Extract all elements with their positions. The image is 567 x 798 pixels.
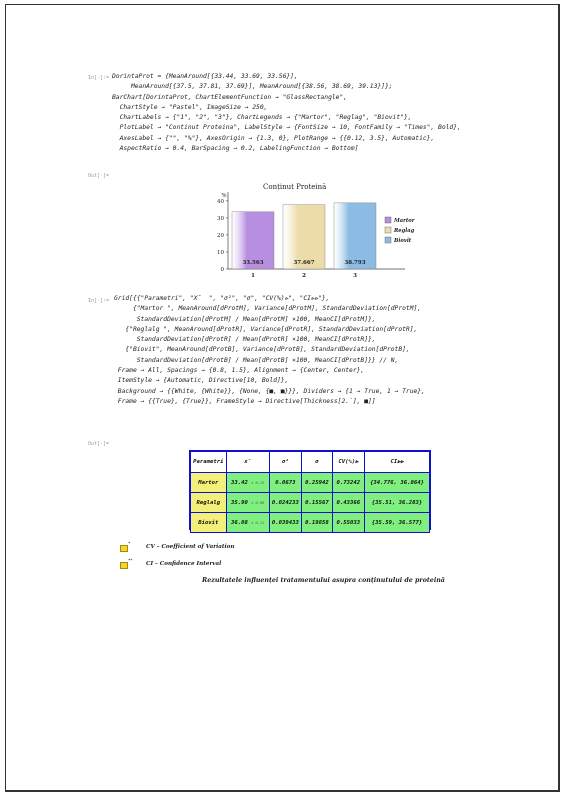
code-line: BarChart[DorintaProt, ChartElementFunction → "GlassRectangle",	[112, 93, 348, 101]
legend-item-reglag: Reglag	[394, 228, 415, 234]
code-line: {"Biovit", MeanAround[dProtB], Variance[dProtB], StandardDeviation[dProtB],	[114, 346, 410, 354]
ci-mark: **	[128, 559, 133, 564]
code-line: ChartLabels → {"1", "2", "3"}, ChartLegends → {"Martor", "Reglag", "Biovit"},	[112, 114, 412, 122]
cell-ci: {35.51, 36.283}	[365, 493, 430, 513]
code-line: StandardDeviation[dProtB] / Mean[dProtB] ×100, MeanCI[dProtB]}} // N,	[114, 356, 399, 364]
legend-item-martor: Martor	[394, 218, 415, 224]
code-line: StandardDeviation[dProtR] / Mean[dProtR] ×100, MeanCI[dProtR]},	[114, 336, 376, 344]
ci-note: CI – Confidence Interval	[146, 561, 222, 567]
mean-error: ± 0.09	[251, 500, 265, 505]
header-sd: σ	[302, 452, 333, 473]
mean-error: ± 0.11	[251, 520, 265, 525]
row-label: Biovit	[191, 513, 227, 533]
mean-value: 35.90	[231, 499, 248, 506]
code-line: ItemStyle → {Automatic, Directive[10, Bold]},	[114, 377, 289, 385]
bar-value-label: 38.793	[344, 260, 366, 266]
legend-swatch	[385, 217, 391, 223]
header-parametri: Parametri	[191, 452, 227, 473]
yellow-swatch-icon	[120, 545, 128, 552]
header-cv: CV(%)⩺	[332, 452, 364, 473]
cell-mean	[226, 513, 269, 533]
y-tick-label: 20	[217, 232, 224, 239]
y-tick-label: 40	[217, 198, 224, 205]
mean-error: ± 0.15	[251, 480, 265, 485]
mean-value: 36.08	[231, 519, 248, 526]
code-line: Frame → All, Spacings → {0.8, 1.5}, Alignment → {Center, Center},	[114, 367, 365, 375]
cell-mean	[226, 493, 269, 513]
cell-sd: 0.15567	[302, 493, 333, 513]
cell-variance: 0.039433	[269, 513, 302, 533]
header-mean: x̄	[226, 452, 269, 473]
y-tick-label: 30	[217, 215, 224, 222]
code-line: {"Martor ", MeanAround[dProtM], Variance[dProtM], StandardDeviation[dProtM],	[114, 305, 422, 313]
cell-mean	[226, 473, 269, 493]
figure-caption: Rezultatele influenței tratamentului asupra conținutului de proteină	[202, 577, 445, 584]
cell-variance: 0.0673	[269, 473, 302, 493]
table-row	[191, 513, 430, 533]
legend-swatch	[385, 227, 391, 233]
cell-ci: {34.776, 36.064}	[365, 473, 430, 493]
code-line: DorintaProt = {MeanAround[{33.44, 33.69, 33.56}],	[112, 73, 298, 80]
code-line: AspectRatio → 0.4, BarSpacing → 0.2, LabelingFunction → Bottom]	[112, 145, 359, 153]
bar-value-label: 37.667	[293, 260, 315, 266]
in-cell-tag: In[·]:=	[88, 75, 110, 81]
code-cell-grid[interactable]	[114, 294, 425, 407]
table-row	[191, 473, 430, 493]
out-cell-tag: Out[·]=	[88, 441, 110, 447]
code-line: Background → {{White, {White}}, {None, {■, ■}}}, Dividers → {1 → True, 1 → True},	[114, 387, 425, 395]
table-row	[191, 493, 430, 513]
cell-cv: 0.43366	[332, 493, 364, 513]
x-tick-label: 2	[302, 273, 306, 279]
header-ci: CI⩺⩺	[365, 452, 430, 473]
code-line: StandardDeviation[dProtM] / Mean[dProtM] ×100, MeanCI[dProtM]},	[114, 315, 376, 323]
cv-mark: *	[128, 542, 131, 547]
in-cell-tag: In[·]:=	[88, 298, 110, 304]
results-table	[190, 451, 430, 533]
code-line: ChartStyle → "Pastel", ImageSize → 250,	[112, 103, 268, 111]
legend-item-biovit: Biovit	[394, 238, 412, 244]
yellow-swatch-icon	[120, 562, 128, 569]
code-line: PlotLabel → "Continut Proteina", LabelStyle → {FontSize → 10, FontFamily → "Times", Bold},	[112, 124, 461, 132]
out-cell-tag: Out[·]=	[88, 173, 110, 179]
code-line: AxesLabel → {"", "%"}, AxesOrigin → {1.3, 0}, PlotRange → {{0.12, 3.5}, Automatic},	[112, 134, 435, 142]
code-line: Grid[{{"Parametri", "X̄ ", "σ²", "σ", "CV(%)⩺", "CI⩺⩺"},	[114, 295, 330, 302]
row-label: Martor	[191, 473, 227, 493]
code-line: {"Reglalg ", MeanAround[dProtR], Variance[dProtR], StandardDeviation[dProtR],	[114, 325, 418, 333]
y-axis-label: %	[221, 193, 227, 199]
code-line: MeanAround[{37.5, 37.81, 37.69}], MeanAround[{38.56, 38.69, 39.13}]};	[112, 83, 393, 91]
table-header-row	[191, 452, 430, 473]
cell-cv: 0.55033	[332, 513, 364, 533]
cell-variance: 0.024233	[269, 493, 302, 513]
code-line: Frame → {{True}, {True}}, FrameStyle → Directive[Thickness[2.`], ■]]	[114, 397, 376, 405]
cv-note: CV – Coefficient of Variation	[146, 544, 235, 550]
x-tick-label: 1	[251, 273, 255, 279]
code-cell-barchart[interactable]	[112, 72, 461, 154]
cell-sd: 0.25942	[302, 473, 333, 493]
y-tick-label: 10	[217, 249, 224, 256]
chart-title: Conținut Proteină	[263, 183, 327, 191]
y-tick-label: 0	[220, 267, 224, 273]
legend-swatch	[385, 237, 391, 243]
x-tick-label: 3	[353, 273, 357, 279]
cell-ci: {35.59, 36.577}	[365, 513, 430, 533]
header-variance: σ²	[269, 452, 302, 473]
cell-cv: 0.73242	[332, 473, 364, 493]
cell-sd: 0.19858	[302, 513, 333, 533]
row-label: Reglalg	[191, 493, 227, 513]
bar-value-label: 33.563	[242, 260, 264, 266]
mean-value: 33.42	[231, 479, 248, 486]
bar-chart	[215, 190, 435, 285]
